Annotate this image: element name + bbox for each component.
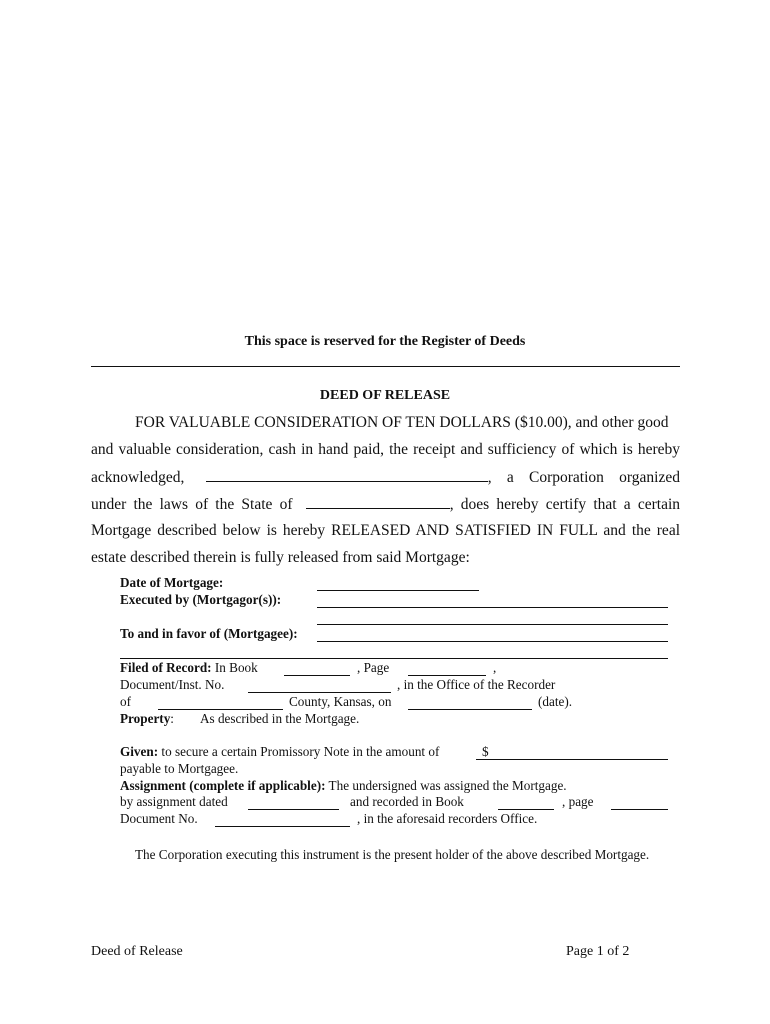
executed-by-label: Executed by (Mortgagor(s)):	[120, 592, 282, 607]
corporation-organized-text: , a Corporation organized	[487, 469, 680, 486]
body-line-2: and valuable consideration, cash in hand paid, the receipt and sufficiency of which is hereby	[91, 441, 680, 458]
book-field[interactable]	[284, 675, 350, 676]
recorded-date-field[interactable]	[408, 709, 532, 710]
acknowledged-text: acknowledged,	[91, 469, 185, 486]
of-text: of	[120, 694, 131, 709]
payable-text: payable to Mortgagee.	[120, 761, 239, 776]
assignment-page-field[interactable]	[611, 809, 668, 810]
page-comma: ,	[493, 660, 497, 675]
property-label: Property	[120, 711, 171, 726]
assignment-doc-no-text: Document No.	[120, 811, 198, 826]
footer-title: Deed of Release	[91, 944, 183, 959]
county-field[interactable]	[158, 709, 283, 710]
county-kansas-text: County, Kansas, on	[289, 694, 392, 709]
assignment-book-field[interactable]	[498, 809, 554, 810]
state-law-text: under the laws of the State of	[91, 496, 293, 513]
document-inst-field[interactable]	[248, 692, 391, 693]
assignment-label: Assignment (complete if applicable):	[120, 778, 326, 793]
corporation-name-field[interactable]	[206, 468, 488, 482]
recorded-in-book-text: and recorded in Book	[350, 794, 464, 809]
body-line-4	[91, 495, 680, 514]
document-inst-label: Document/Inst. No.	[120, 677, 225, 692]
date-of-mortgage-field[interactable]	[317, 590, 479, 591]
given-label: Given:	[120, 744, 159, 759]
date-of-mortgage-label: Date of Mortgage:	[120, 575, 224, 590]
property-colon: :	[170, 711, 174, 726]
assignment-doc-no-field[interactable]	[215, 826, 350, 827]
register-of-deeds-note: This space is reserved for the Register of Deeds	[244, 334, 526, 349]
assignment-row	[120, 778, 567, 794]
closing-statement: The Corporation executing this instrument is the present holder of the above described Mortgage.	[135, 847, 650, 862]
assignment-dated-text: by assignment dated	[120, 794, 228, 809]
document-title: DEED OF RELEASE	[319, 388, 451, 403]
body-line-5: Mortgage described below is hereby RELEASED AND SATISFIED IN FULL and the real	[91, 522, 680, 539]
aforesaid-office-text: , in the aforesaid recorders Office.	[357, 811, 538, 826]
page-field[interactable]	[408, 675, 486, 676]
given-text: to secure a certain Promissory Note in the amount of	[161, 744, 440, 759]
filed-of-record-label: Filed of Record:	[120, 660, 212, 675]
property-row	[120, 711, 174, 727]
body-line-1	[91, 414, 680, 432]
date-text: (date).	[538, 694, 573, 709]
state-field[interactable]	[306, 495, 450, 509]
register-divider	[91, 366, 680, 367]
dollar-sign: $	[482, 744, 489, 759]
filed-of-record-row	[120, 660, 258, 676]
office-of-recorder-text: , in the Office of the Recorder	[397, 677, 556, 692]
mortgagee-divider	[120, 658, 668, 659]
in-favor-of-label: To and in favor of (Mortgagee):	[120, 626, 298, 641]
amount-field[interactable]	[476, 759, 668, 760]
mortgagor-field[interactable]	[317, 607, 668, 608]
assignment-date-field[interactable]	[248, 809, 339, 810]
page-number: Page 1 of 2	[566, 944, 630, 959]
given-row	[120, 744, 439, 760]
property-value: As described in the Mortgage.	[200, 711, 360, 726]
page-text: , Page	[357, 660, 390, 675]
body-text-1: FOR VALUABLE CONSIDERATION OF TEN DOLLARS ($10.00), and other good	[135, 414, 669, 431]
body-line-3	[91, 468, 680, 487]
in-book-text: In Book	[214, 660, 258, 675]
mortgagor-field-2[interactable]	[317, 624, 668, 625]
assignment-page-text: , page	[562, 794, 594, 809]
assignment-text: The undersigned was assigned the Mortgage.	[328, 778, 567, 793]
body-line-6: estate described therein is fully released from said Mortgage:	[91, 549, 470, 566]
mortgagee-field[interactable]	[317, 641, 668, 642]
certify-text: , does hereby certify that a certain	[449, 496, 681, 513]
